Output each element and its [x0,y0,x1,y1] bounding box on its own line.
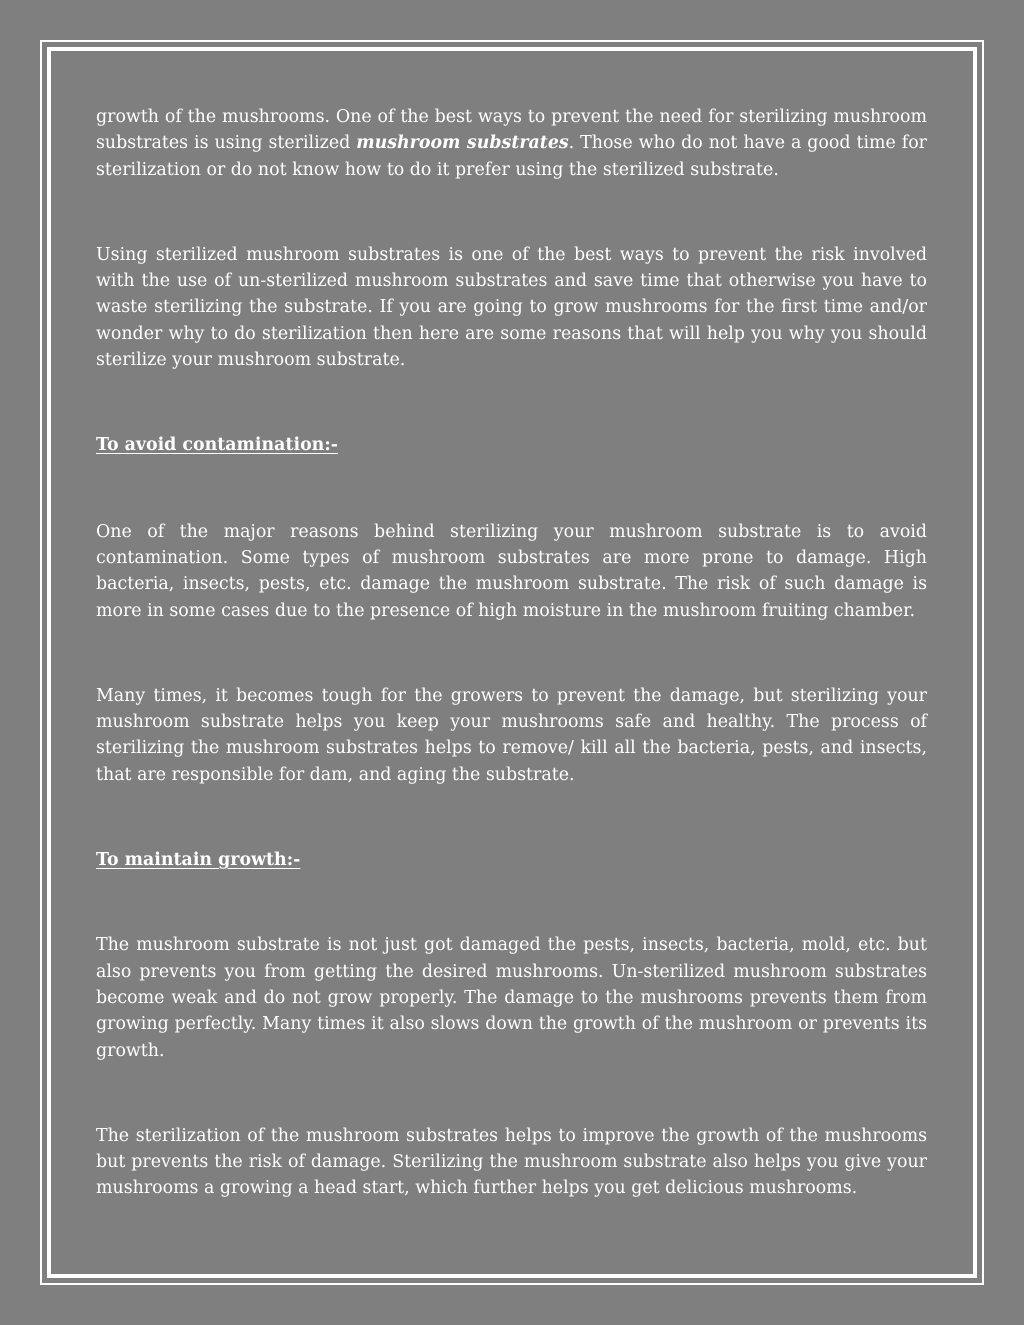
paragraph-improve-growth: The sterilization of the mushroom substrates helps to improve the growth of the mushrooms but prevents the risk of damage. Sterilizing the mushroom substrate also helps you give your mushrooms a growing a head start, which further helps you get delicious mushrooms. [96,1125,927,1199]
paragraph-intro-continuation [96,104,927,183]
paragraph-contamination-reasons: One of the major reasons behind sterilizing your mushroom substrate is to avoid contamination. Some types of mushroom substrates are more prone to damage. High bacteria, insects, pests, etc. damage the mushroom substrate. The risk of such damage is more in some cases due to the presence of high moisture in the mushroom fruiting chamber. [96,521,927,621]
document-body [96,104,927,1202]
heading-maintain-growth: To maintain growth:- [96,850,301,871]
heading-avoid-contamination: To avoid contamination:- [96,435,338,456]
paragraph-sterilized-substrates: Using sterilized mushroom substrates is one of the best ways to prevent the risk involved with the use of un-sterilized mushroom substrates and save time that otherwise you have to waste sterilizing the substrate. If you are going to grow mushrooms for the first time and/or wonder why to do sterilization then here are some reasons that will help you why you should sterilize your mushroom substrate. [96,244,927,371]
paragraph-text: growth of the mushrooms. One of the best ways to prevent the need for sterilizing mushroom substrates is using sterilized [96,107,927,154]
paragraph-text: . Those who do not have a good time for sterilization or do not know how to do it prefer using the sterilized substrate. [96,133,927,180]
mushroom-substrates-link[interactable]: mushroom substrates [356,133,569,154]
paragraph-prevent-damage: Many times, it becomes tough for the growers to prevent the damage, but sterilizing your mushroom substrate helps you keep your mushrooms safe and healthy. The process of sterilizing the mushroom substrates helps to remove/ kill all the bacteria, pests, and insects, that are responsible for dam, and aging the substrate. [96,685,927,785]
paragraph-growth-damage: The mushroom substrate is not just got damaged the pests, insects, bacteria, mold, etc. but also prevents you from getting the desired mushrooms. Un-sterilized mushroom substrates become weak and do not grow properly. The damage to the mushrooms prevents them from growing perfectly. Many times it also slows down the growth of the mushroom or prevents its growth. [96,935,927,1061]
